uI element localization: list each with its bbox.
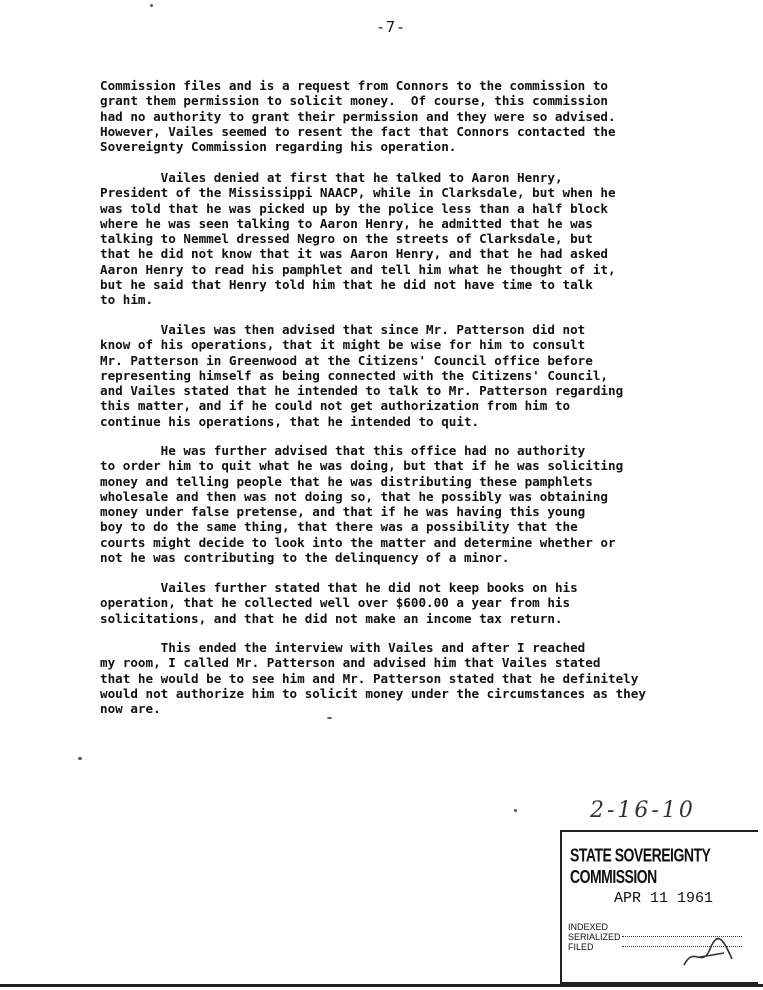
paragraph-1: Commission files and is a request from Connors to the commission to grant them permission to solicit money. Of course, this commission had no authority to grant their permission and they were so advised. However, Vailes seemed to resent the fact that Connors contacted the Sovereignty Commission regarding his operation. [100,78,616,155]
page-number: -7- [376,18,407,36]
scan-speck [514,809,517,812]
paragraph-3: Vailes was then advised that since Mr. Patterson did not know of his operations, that it might be wise for him to consult Mr. Patterson in Greenwood at the Citizens' Council office before representing himself as being connected with the Citizens' Council, and Vailes stated that he intended to talk to Mr. Patterson regarding this matter, and if he could not get authorization from him to continue his operations, that he intended to quit. [100,322,624,429]
scan-speck [327,717,332,719]
stamp-field-filed: FILED [568,942,594,952]
stamp-fields [568,922,621,952]
paragraph-2: Vailes denied at first that he talked to Aaron Henry, President of the Mississippi NAACP, while in Clarksdale, but when he was told that he was picked up by the police less than a half block where he was seen talking to Aaron Henry, he admitted that he was talking to Nemmel dressed Negro on the streets of Clarksdale, but that he did not know that it was Aaron Henry, and that he had asked Aaron Henry to read his pamphlet and tell him what he thought of it, but he said that Henry told him that he did not have time to talk to him. [100,170,616,308]
stamp-title: STATE SOVEREIGNTY COMMISSION [570,844,711,888]
stamp-field-indexed: INDEXED [568,922,609,932]
paragraph-6: This ended the interview with Vailes and after I reached my room, I called Mr. Patterson and advised him that Vailes stated that he would be to see him and Mr. Patterson stated that he definitely would not authorize him to solicit money under the circumstances as they now are. [100,640,646,717]
paragraph-5: Vailes further stated that he did not keep books on his operation, that he collected well over $600.00 a year from his solicitations, and that he did not make an income tax return. [100,580,578,626]
signature-mark [680,935,740,975]
scan-speck [150,4,153,7]
stamp-date: APR 11 1961 [614,890,714,907]
scan-speck [78,757,82,760]
handwritten-file-number: 2-16-10 [590,798,696,823]
paragraph-4: He was further advised that this office had no authority to order him to quit what he was doing, but that if he was soliciting money and telling people that he was distributing these pamphlets wholesale and then was not doing so, that he possibly was obtaining money under false pretense, and that if he was having this young boy to do the same thing, that there was a possibility that the courts might decide to look into the matter and determine whether or not he was contributing to the delinquency of a minor. [100,443,624,566]
stamp-field-serialized: SERIALIZED [568,932,621,942]
scan-edge [0,984,763,987]
